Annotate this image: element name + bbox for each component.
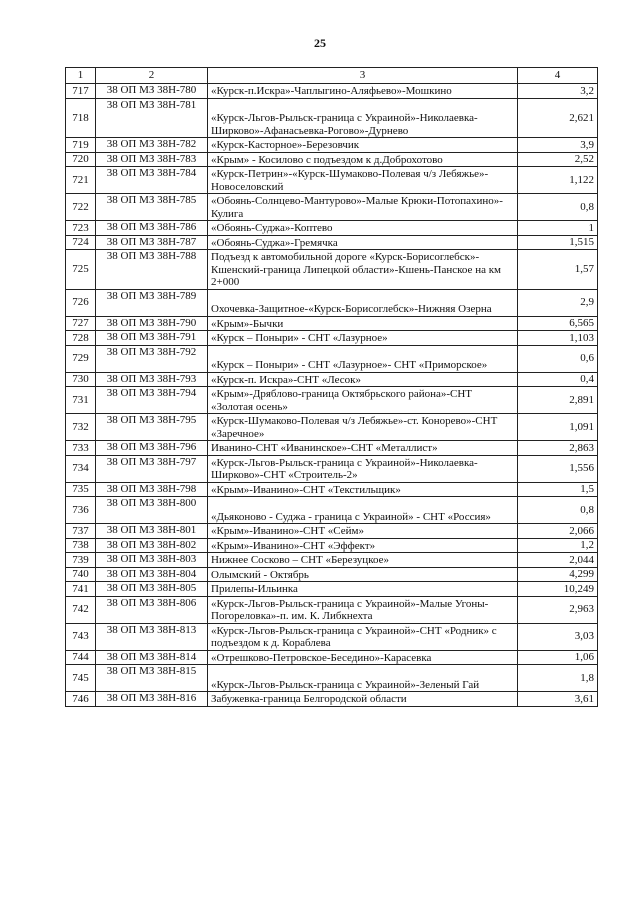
table-row [66, 250, 598, 290]
cell-number: 730 [66, 372, 96, 387]
cell-length: 2,891 [518, 387, 598, 414]
cell-road-name: «Крым»-Иванино»-СНТ «Сейм» [208, 524, 518, 539]
cell-length: 2,963 [518, 596, 598, 623]
cell-road-name: «Крым»-Иванино»-СНТ «Текстильщик» [208, 482, 518, 497]
cell-code: 38 ОП МЗ 38Н-786 [96, 221, 208, 236]
cell-code: 38 ОП МЗ 38Н-805 [96, 582, 208, 597]
table-row [66, 316, 598, 331]
cell-code: 38 ОП МЗ 38Н-789 [96, 289, 208, 316]
cell-code: 38 ОП МЗ 38Н-780 [96, 84, 208, 99]
cell-code: 38 ОП МЗ 38Н-787 [96, 235, 208, 250]
cell-road-name: «Курск-Шумаково-Полевая ч/з Лебяжье»-ст. Конорево»-СНТ «Заречное» [208, 414, 518, 441]
cell-road-name: Охочевка-Защитное-«Курск-Борисоглебск»-Нижняя Озерна [208, 289, 518, 316]
cell-number: 738 [66, 538, 96, 553]
cell-length: 6,565 [518, 316, 598, 331]
cell-road-name: «Обоянь-Солнцево-Мантурово»-Малые Крюки-Потопахино»-Кулига [208, 194, 518, 221]
cell-road-name: «Курск-Льгов-Рыльск-граница с Украиной»-Николаевка-Ширково»-СНТ «Строитель-2» [208, 455, 518, 482]
cell-code: 38 ОП МЗ 38Н-796 [96, 441, 208, 456]
cell-code: 38 ОП МЗ 38Н-815 [96, 665, 208, 692]
cell-number: 734 [66, 455, 96, 482]
table-body [66, 84, 598, 707]
cell-road-name: «Дьяконово - Суджа - граница с Украиной» - СНТ «Россия» [208, 497, 518, 524]
cell-road-name: Забужевка-граница Белгородской области [208, 692, 518, 707]
cell-length: 2,52 [518, 152, 598, 167]
cell-length: 2,621 [518, 98, 598, 138]
cell-number: 732 [66, 414, 96, 441]
table-row [66, 84, 598, 99]
cell-road-name: «Курск-Льгов-Рыльск-граница с Украиной»-СНТ «Родник» с подъездом к д. Кораблева [208, 623, 518, 650]
cell-length: 1,103 [518, 331, 598, 346]
cell-code: 38 ОП МЗ 38Н-782 [96, 138, 208, 153]
table-row [66, 650, 598, 665]
cell-length: 2,863 [518, 441, 598, 456]
cell-code: 38 ОП МЗ 38Н-797 [96, 455, 208, 482]
column-header-number: 1 [66, 68, 96, 84]
cell-length: 1,556 [518, 455, 598, 482]
cell-length: 1,2 [518, 538, 598, 553]
table-row [66, 455, 598, 482]
cell-code: 38 ОП МЗ 38Н-788 [96, 250, 208, 290]
cell-code: 38 ОП МЗ 38Н-806 [96, 596, 208, 623]
cell-road-name: «Курск-п.Искра»-Чаплыгино-Аляфьево»-Мошкино [208, 84, 518, 99]
cell-length: 3,61 [518, 692, 598, 707]
table-row [66, 623, 598, 650]
table-row [66, 387, 598, 414]
cell-length: 10,249 [518, 582, 598, 597]
cell-number: 741 [66, 582, 96, 597]
table-row [66, 138, 598, 153]
cell-number: 725 [66, 250, 96, 290]
cell-length: 1,122 [518, 167, 598, 194]
cell-number: 735 [66, 482, 96, 497]
cell-number: 724 [66, 235, 96, 250]
cell-code: 38 ОП МЗ 38Н-784 [96, 167, 208, 194]
cell-road-name: «Крым» - Косилово с подъездом к д.Доброхотово [208, 152, 518, 167]
table-header-row [66, 68, 598, 84]
cell-code: 38 ОП МЗ 38Н-803 [96, 553, 208, 568]
table-row [66, 567, 598, 582]
cell-length: 0,8 [518, 194, 598, 221]
cell-code: 38 ОП МЗ 38Н-794 [96, 387, 208, 414]
cell-road-name: «Курск-Петрин»-«Курск-Шумаково-Полевая ч/з Лебяжье»-Новоселовский [208, 167, 518, 194]
cell-code: 38 ОП МЗ 38Н-814 [96, 650, 208, 665]
cell-length: 0,8 [518, 497, 598, 524]
cell-number: 736 [66, 497, 96, 524]
column-header-length: 4 [518, 68, 598, 84]
cell-length: 1,515 [518, 235, 598, 250]
cell-number: 744 [66, 650, 96, 665]
table-row [66, 152, 598, 167]
cell-road-name: «Обоянь-Суджа»-Гремячка [208, 235, 518, 250]
cell-road-name: «Курск-Льгов-Рыльск-граница с Украиной»-Николаевка-Ширково»-Афанасьевка-Рогово»-Дурнево [208, 98, 518, 138]
cell-number: 720 [66, 152, 96, 167]
cell-code: 38 ОП МЗ 38Н-792 [96, 345, 208, 372]
cell-number: 717 [66, 84, 96, 99]
cell-length: 2,066 [518, 524, 598, 539]
cell-road-name: «Отрешково-Петровское-Беседино»-Карасевка [208, 650, 518, 665]
cell-length: 3,2 [518, 84, 598, 99]
cell-number: 740 [66, 567, 96, 582]
cell-code: 38 ОП МЗ 38Н-790 [96, 316, 208, 331]
cell-road-name: «Курск-п. Искра»-СНТ «Лесок» [208, 372, 518, 387]
table-row [66, 194, 598, 221]
cell-road-name: «Курск-Льгов-Рыльск-граница с Украиной»-Малые Угоны-Погореловка»-п. им. К. Либкнехта [208, 596, 518, 623]
cell-length: 1 [518, 221, 598, 236]
cell-number: 739 [66, 553, 96, 568]
table-row [66, 582, 598, 597]
cell-road-name: Иванино-СНТ «Иванинское»-СНТ «Металлист» [208, 441, 518, 456]
table-row [66, 372, 598, 387]
cell-number: 722 [66, 194, 96, 221]
cell-number: 742 [66, 596, 96, 623]
cell-number: 726 [66, 289, 96, 316]
cell-code: 38 ОП МЗ 38Н-802 [96, 538, 208, 553]
cell-number: 721 [66, 167, 96, 194]
table-row [66, 665, 598, 692]
cell-code: 38 ОП МЗ 38Н-793 [96, 372, 208, 387]
cell-code: 38 ОП МЗ 38Н-783 [96, 152, 208, 167]
table-row [66, 482, 598, 497]
cell-length: 1,8 [518, 665, 598, 692]
cell-number: 733 [66, 441, 96, 456]
column-header-code: 2 [96, 68, 208, 84]
table-row [66, 289, 598, 316]
cell-length: 2,044 [518, 553, 598, 568]
cell-length: 3,9 [518, 138, 598, 153]
table-row [66, 497, 598, 524]
cell-length: 4,299 [518, 567, 598, 582]
cell-road-name: «Крым»-Дряблово-граница Октябрьского района»-СНТ «Золотая осень» [208, 387, 518, 414]
cell-code: 38 ОП МЗ 38Н-813 [96, 623, 208, 650]
table-row [66, 524, 598, 539]
cell-road-name: «Курск-Льгов-Рыльск-граница с Украиной»-Зеленый Гай [208, 665, 518, 692]
cell-number: 731 [66, 387, 96, 414]
table-row [66, 235, 598, 250]
cell-code: 38 ОП МЗ 38Н-795 [96, 414, 208, 441]
cell-number: 737 [66, 524, 96, 539]
cell-road-name: «Крым»-Иванино»-СНТ «Эффект» [208, 538, 518, 553]
table-row [66, 414, 598, 441]
cell-length: 1,57 [518, 250, 598, 290]
cell-number: 746 [66, 692, 96, 707]
cell-road-name: Подъезд к автомобильной дороге «Курск-Борисоглебск»-Кшенский-граница Липецкой области»-Кшень-Панское на км 2+000 [208, 250, 518, 290]
roads-table [65, 67, 598, 707]
table-row [66, 596, 598, 623]
cell-length: 0,4 [518, 372, 598, 387]
cell-road-name: Олымский - Октябрь [208, 567, 518, 582]
table-row [66, 538, 598, 553]
table-row [66, 167, 598, 194]
cell-code: 38 ОП МЗ 38Н-791 [96, 331, 208, 346]
table-row [66, 345, 598, 372]
cell-number: 728 [66, 331, 96, 346]
cell-number: 745 [66, 665, 96, 692]
table-row [66, 692, 598, 707]
cell-code: 38 ОП МЗ 38Н-804 [96, 567, 208, 582]
cell-road-name: «Крым»-Бычки [208, 316, 518, 331]
cell-road-name: Прилепы-Ильинка [208, 582, 518, 597]
table-row [66, 441, 598, 456]
table-row [66, 553, 598, 568]
cell-road-name: «Курск-Касторное»-Березовчик [208, 138, 518, 153]
cell-road-name: «Курск – Поныри» - СНТ «Лазурное»- СНТ «Приморское» [208, 345, 518, 372]
table-row [66, 98, 598, 138]
cell-code: 38 ОП МЗ 38Н-801 [96, 524, 208, 539]
cell-length: 2,9 [518, 289, 598, 316]
cell-code: 38 ОП МЗ 38Н-785 [96, 194, 208, 221]
cell-length: 1,5 [518, 482, 598, 497]
cell-length: 0,6 [518, 345, 598, 372]
cell-number: 719 [66, 138, 96, 153]
cell-code: 38 ОП МЗ 38Н-781 [96, 98, 208, 138]
cell-length: 3,03 [518, 623, 598, 650]
cell-road-name: «Курск – Поныри» - СНТ «Лазурное» [208, 331, 518, 346]
cell-code: 38 ОП МЗ 38Н-798 [96, 482, 208, 497]
cell-number: 743 [66, 623, 96, 650]
page-number: 25 [314, 36, 326, 50]
table-row [66, 221, 598, 236]
cell-length: 1,091 [518, 414, 598, 441]
table-row [66, 331, 598, 346]
cell-length: 1,06 [518, 650, 598, 665]
cell-number: 718 [66, 98, 96, 138]
cell-code: 38 ОП МЗ 38Н-800 [96, 497, 208, 524]
cell-road-name: Нижнее Сосково – СНТ «Березуцкое» [208, 553, 518, 568]
column-header-name: 3 [208, 68, 518, 84]
cell-code: 38 ОП МЗ 38Н-816 [96, 692, 208, 707]
cell-road-name: «Обоянь-Суджа»-Коптево [208, 221, 518, 236]
cell-number: 729 [66, 345, 96, 372]
cell-number: 723 [66, 221, 96, 236]
cell-number: 727 [66, 316, 96, 331]
